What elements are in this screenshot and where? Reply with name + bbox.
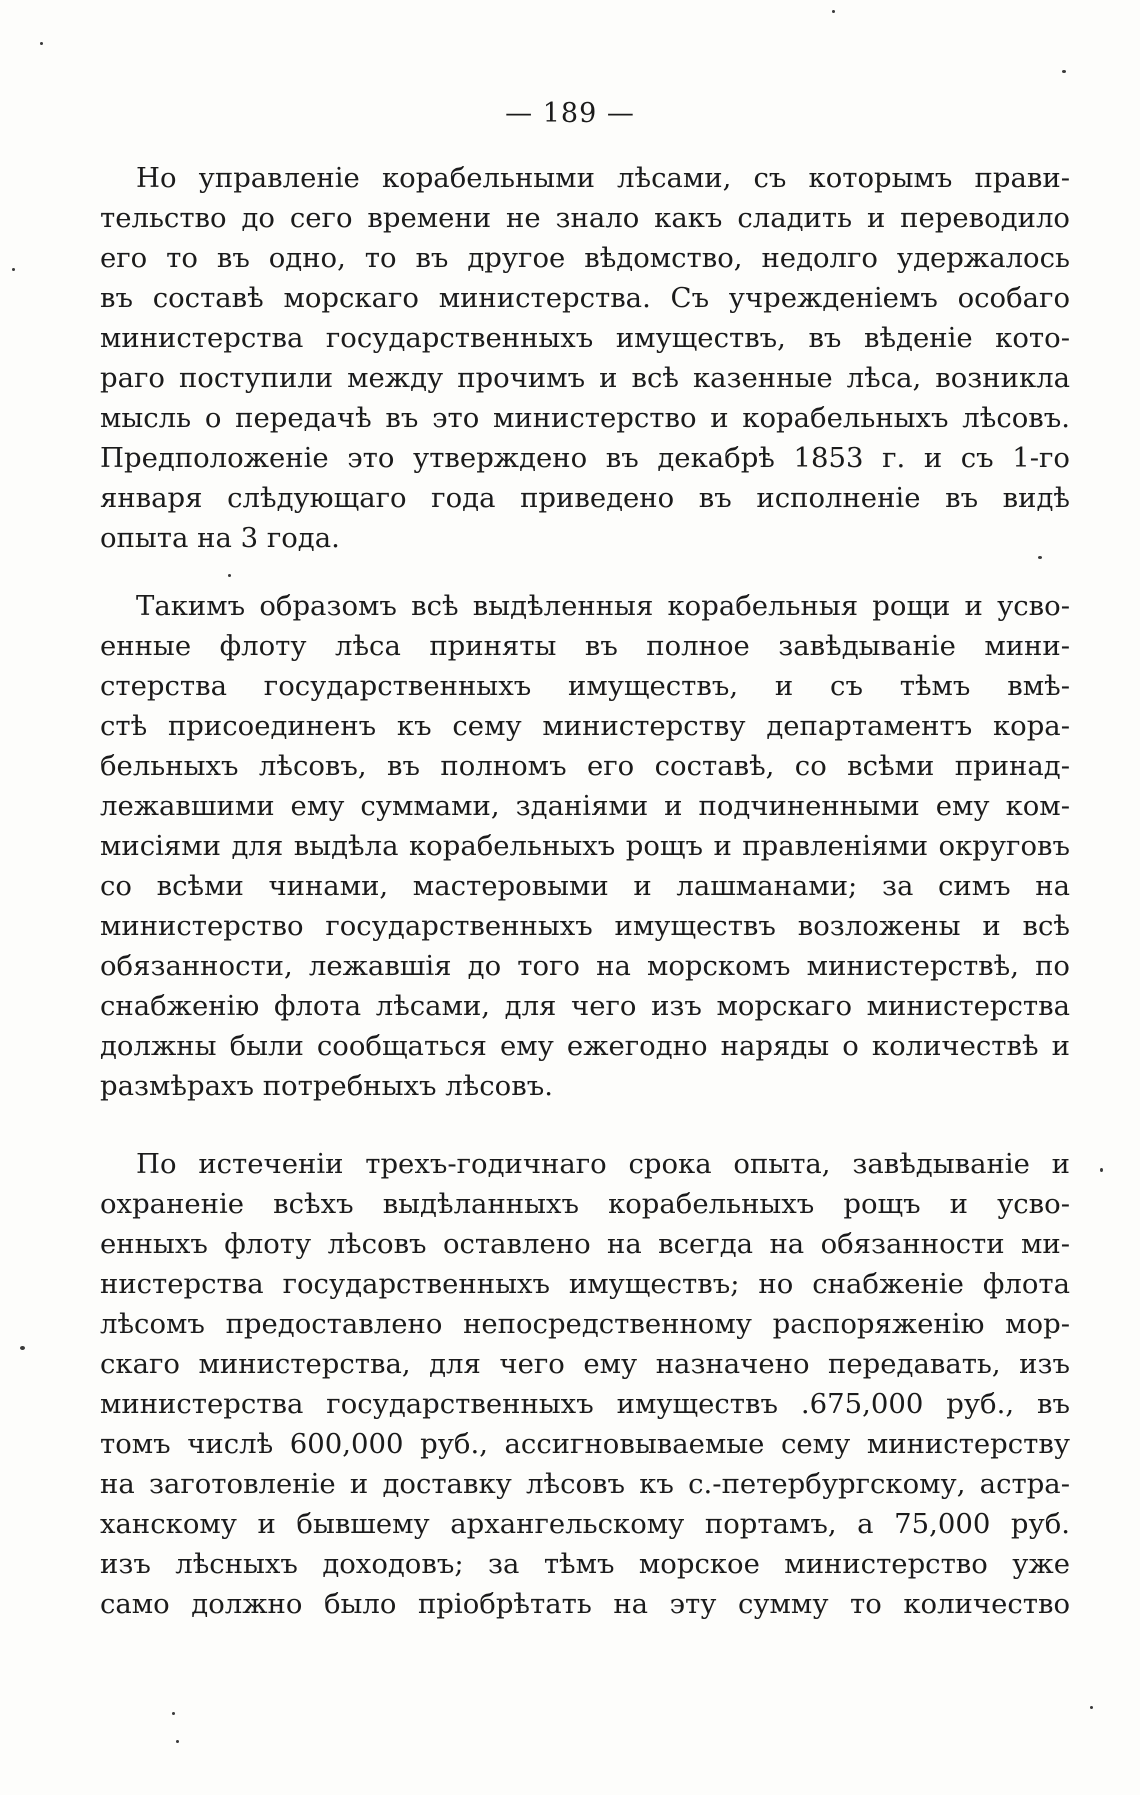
text-line: нистерства государственныхъ имуществъ; но снабженіе флота	[100, 1268, 1070, 1300]
text-line: Предположеніе это утверждено въ декабрѣ 1853 г. и съ 1-го	[100, 442, 1070, 474]
text-line: само должно было пріобрѣтать на эту сумму то количество	[100, 1588, 1070, 1620]
text-line: министерства государственныхъ имуществъ .675,000 руб., въ	[100, 1388, 1070, 1420]
text-line: января слѣдующаго года приведено въ исполненіе въ видѣ	[100, 482, 1070, 514]
scan-speck	[1038, 556, 1042, 559]
text-line: томъ числѣ 600,000 руб., ассигновываемые сему министерству	[100, 1428, 1070, 1460]
scan-speck	[172, 1712, 175, 1715]
scan-speck	[1100, 1168, 1103, 1172]
scan-speck	[40, 42, 43, 45]
text-line: енные флоту лѣса приняты въ полное завѣдываніе мини-	[100, 630, 1070, 662]
text-line: Но управленіе корабельными лѣсами, съ которымъ прави-	[136, 162, 1070, 194]
text-line: Такимъ образомъ всѣ выдѣленныя корабельныя рощи и усво-	[136, 590, 1070, 622]
text-line: ханскому и бывшему архангельскому портамъ, а 75,000 руб.	[100, 1508, 1070, 1540]
text-line: министерство государственныхъ имуществъ возложены и всѣ	[100, 910, 1070, 942]
scan-speck	[228, 574, 231, 577]
scan-speck	[1062, 70, 1066, 73]
text-line: охраненіе всѣхъ выдѣланныхъ корабельныхъ рощъ и усво-	[100, 1188, 1070, 1220]
text-line: министерства государственныхъ имуществъ, въ вѣденіе кото-	[100, 322, 1070, 354]
text-line: стѣ присоединенъ къ сему министерству департаментъ кора-	[100, 710, 1070, 742]
text-line: его то въ одно, то въ другое вѣдомство, недолго удержалось	[100, 242, 1070, 274]
scan-speck	[12, 268, 15, 271]
text-line: въ составѣ морскаго министерства. Съ учрежденіемъ особаго	[100, 282, 1070, 314]
text-line: размѣрахъ потребныхъ лѣсовъ.	[100, 1070, 553, 1102]
text-line: снабженію флота лѣсами, для чего изъ морскаго министерства	[100, 990, 1070, 1022]
text-line: опыта на 3 года.	[100, 522, 340, 554]
page-number: — 189 —	[505, 98, 635, 129]
text-line: изъ лѣсныхъ доходовъ; за тѣмъ морское министерство уже	[100, 1548, 1070, 1580]
text-line: мысль о передачѣ въ это министерство и корабельныхъ лѣсовъ.	[100, 402, 1070, 434]
text-line: енныхъ флоту лѣсовъ оставлено на всегда на обязанности ми-	[100, 1228, 1070, 1260]
text-line: со всѣми чинами, мастеровыми и лашманами; за симъ на	[100, 870, 1070, 902]
text-line: стерства государственныхъ имуществъ, и съ тѣмъ вмѣ-	[100, 670, 1070, 702]
scan-speck	[1090, 1706, 1093, 1709]
scan-speck	[20, 1346, 25, 1350]
scan-speck	[176, 1740, 179, 1743]
text-line: тельство до сего времени не знало какъ сладить и переводило	[100, 202, 1070, 234]
scan-speck	[832, 10, 835, 13]
text-line: бельныхъ лѣсовъ, въ полномъ его составѣ, со всѣми принад-	[100, 750, 1070, 782]
text-line: на заготовленіе и доставку лѣсовъ къ с.-петербургскому, астра-	[100, 1468, 1070, 1500]
text-line: обязанности, лежавшія до того на морскомъ министерствѣ, по	[100, 950, 1070, 982]
text-line: лѣсомъ предоставлено непосредственному распоряженію мор-	[100, 1308, 1070, 1340]
text-line: мисіями для выдѣла корабельныхъ рощъ и правленіями округовъ	[100, 830, 1070, 862]
text-line: лежавшими ему суммами, зданіями и подчиненными ему ком-	[100, 790, 1070, 822]
text-line: должны были сообщаться ему ежегодно наряды о количествѣ и	[100, 1030, 1070, 1062]
text-line: По истеченіи трехъ-годичнаго срока опыта, завѣдываніе и	[136, 1148, 1070, 1180]
text-line: раго поступили между прочимъ и всѣ казенные лѣса, возникла	[100, 362, 1070, 394]
text-line: скаго министерства, для чего ему назначено передавать, изъ	[100, 1348, 1070, 1380]
